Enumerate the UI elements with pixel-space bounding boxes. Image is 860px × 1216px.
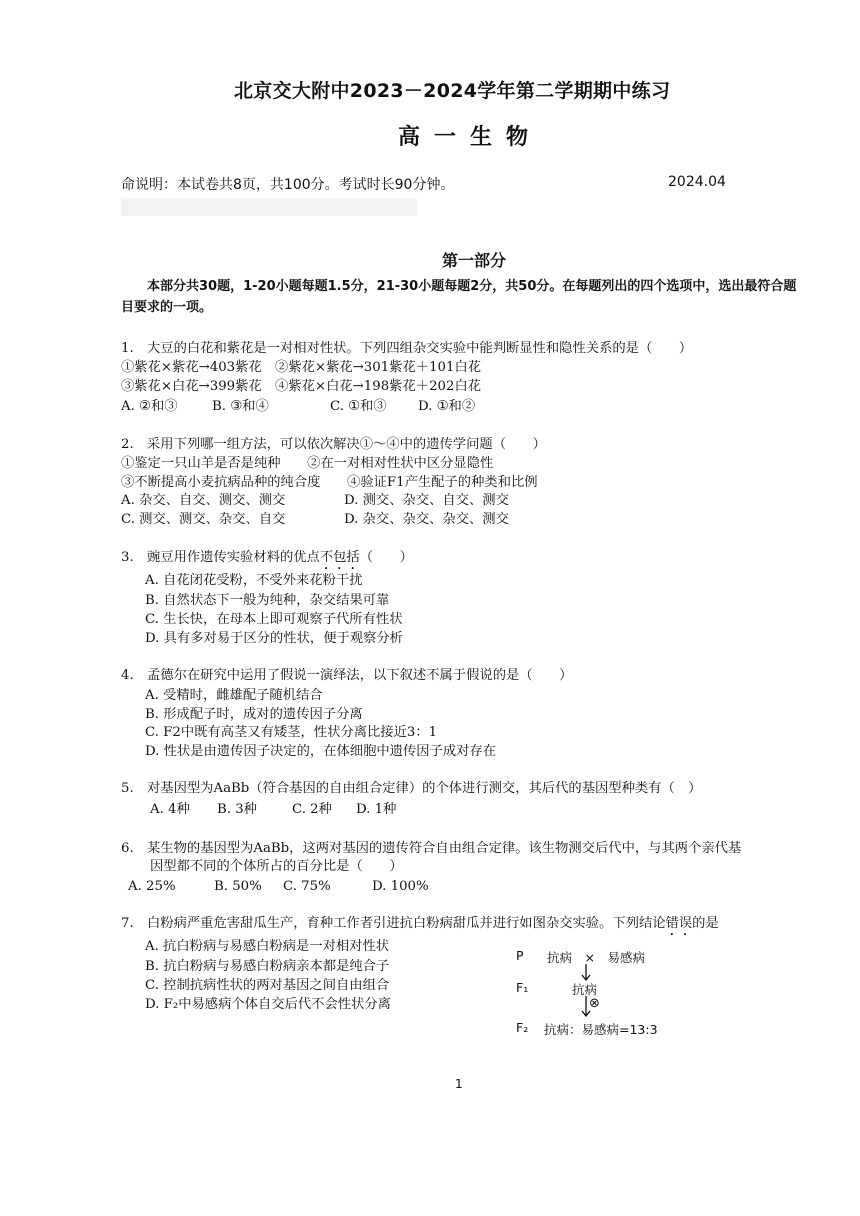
question-7-option-b: B. 抗白粉病与易感白粉病亲本都是纯合子	[145, 959, 390, 974]
question-3-option-c: C. 生长快，在母本上即可观察子代所有性状	[145, 612, 403, 627]
question-6-option-a: A. 25%	[128, 879, 176, 894]
question-5-option-a: A. 4种	[150, 802, 190, 817]
question-1-option-d: D. ①和②	[418, 399, 476, 414]
question-5-option-c: C. 2种	[292, 802, 332, 817]
question-2-option-c: C. 测交、测交、杂交、自交	[121, 512, 286, 527]
question-4-option-d: D. 性状是由遗传因子决定的，在体细胞中遗传因子成对存在	[145, 744, 497, 759]
question-6-stem: 6. 某生物的基因型为AaBb，这两对基因的遗传符合自由组合定律。该生物测交后代中，与其两个亲代基	[121, 841, 742, 856]
question-3-option-d: D. 具有多对易于区分的性状，便于观察分析	[145, 631, 403, 646]
p-generation-label: P	[516, 948, 524, 963]
question-1-line: ③紫花×白花→399紫花 ④紫花×白花→198紫花＋202白花	[121, 379, 482, 394]
question-7-option-c: C. 控制抗病性状的两对基因之间自由组合	[145, 978, 390, 993]
question-3-option-a: A. 自花闭花受粉，不受外来花粉干扰	[145, 573, 363, 588]
exam-date: 2024.04	[668, 174, 726, 190]
question-3-stem-tail: （ ）	[359, 550, 413, 565]
question-4-stem: 4. 孟德尔在研究中运用了假说一演绎法，以下叙述不属于假说的是（ ）	[121, 668, 573, 683]
question-7-option-a: A. 抗白粉病与易感白粉病是一对相对性状	[145, 939, 390, 954]
question-7-stem-text: 7. 白粉病严重危害甜瓜生产，育种工作者引进抗白粉病甜瓜并进行如图杂交实验。下列结论	[121, 916, 666, 931]
question-2-option-d: D. 杂交、杂交、杂交、测交	[344, 512, 509, 527]
f1-generation-label: F₁	[516, 980, 529, 995]
subject-title: 高一生物	[398, 124, 543, 150]
question-1-option-b: B. ③和④	[212, 399, 269, 414]
question-6-option-c: C. 75%	[283, 879, 331, 894]
question-2-line: ③不断提高小麦抗病品种的纯合度 ④验证F1产生配子的种类和比例	[121, 475, 538, 490]
question-4-option-c: C. F2中既有高茎又有矮茎，性状分离比接近3：1	[145, 725, 438, 740]
question-1-stem: 1. 大豆的白花和紫花是一对相对性状。下列四组杂交实验中能判断显性和隐性关系的是（ ）	[121, 341, 693, 356]
exam-title: 北京交大附中2023－2024学年第二学期期中练习	[234, 80, 671, 102]
f2-generation-label: F₂	[516, 1020, 529, 1035]
scan-shading	[121, 198, 417, 216]
f1-generation-phenotype: 抗病	[572, 982, 598, 997]
question-7-stem-tail: 的是	[692, 916, 719, 931]
question-6-option-d: D. 100%	[372, 879, 429, 894]
question-3-emphasis: 不包括	[319, 550, 360, 565]
question-5-option-d: D. 1种	[356, 802, 397, 817]
exam-note: 命说明：本试卷共8页，共100分。考试时长90分钟。	[121, 177, 455, 193]
part-heading: 第一部分	[442, 251, 507, 270]
question-1-option-a: A. ②和③	[121, 399, 178, 414]
question-3-stem	[121, 549, 413, 573]
question-7-stem	[121, 915, 719, 939]
question-2-line: ①鉴定一只山羊是否是纯种 ②在一对相对性状中区分显隐性	[121, 456, 494, 471]
p-generation-cross: 抗病 × 易感病	[547, 950, 645, 965]
question-7-emphasis: 错误	[665, 916, 693, 931]
question-7-option-d: D. F₂中易感病个体自交后代不会性状分离	[145, 997, 391, 1012]
question-5-stem: 5. 对基因型为AaBb（符合基因的自由组合定律）的个体进行测交，其后代的基因型种类有（ ）	[121, 781, 702, 796]
question-2-option-a: A. 杂交、自交、测交、测交	[121, 493, 286, 508]
cross-diagram	[510, 944, 710, 1044]
question-2-stem: 2. 采用下列哪一组方法，可以依次解决①～④中的遗传学问题（ ）	[121, 437, 546, 452]
part-intro: 本部分共30题，1-20小题每题1.5分，21-30小题每题2分，共50分。在每题列出的四个选项中，选出最符合题目要求的一项。	[121, 279, 797, 315]
f2-generation-ratio: 抗病：易感病=13:3	[544, 1022, 658, 1037]
page-number: 1	[455, 1077, 463, 1091]
question-2-option-b: D. 测交、杂交、自交、测交	[344, 493, 509, 508]
question-6-option-b: B. 50%	[214, 879, 262, 894]
question-4-option-b: B. 形成配子时，成对的遗传因子分离	[145, 707, 363, 722]
selfing-icon: ⊗	[589, 996, 600, 1011]
question-4-option-a: A. 受精时，雌雄配子随机结合	[145, 688, 323, 703]
question-3-option-b: B. 自然状态下一般为纯种，杂交结果可靠	[145, 593, 390, 608]
question-3-stem-text: 3. 豌豆用作遗传实验材料的优点	[121, 550, 320, 565]
question-1-option-c: C. ①和③	[330, 399, 387, 414]
question-1-line: ①紫花×紫花→403紫花 ②紫花×紫花→301紫花＋101白花	[121, 360, 482, 375]
question-5-option-b: B. 3种	[217, 802, 257, 817]
question-6-stem-continued: 因型都不同的个体所占的百分比是（ ）	[150, 859, 403, 874]
